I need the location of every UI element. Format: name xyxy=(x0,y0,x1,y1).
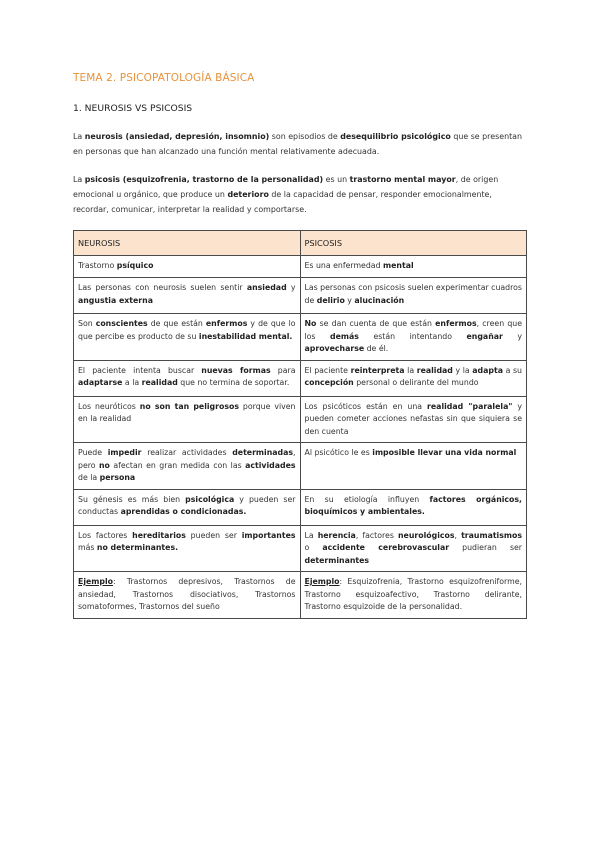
cell-neurosis: Los neuróticos no son tan peligrosos porque viven en la realidad xyxy=(74,396,301,443)
bold-text: traumatismos xyxy=(461,530,522,540)
bold-text: Ejemplo xyxy=(78,577,114,586)
cell-psicosis: Al psicótico le es imposible llevar una vida normal xyxy=(300,443,527,490)
bold-text: psíquico xyxy=(116,261,154,270)
bold-text: engañar xyxy=(466,331,503,341)
bold-text: mental xyxy=(383,261,414,270)
bold-text: adaptarse xyxy=(78,378,123,387)
table-header-row xyxy=(74,231,527,256)
bold-text: neurosis (ansiedad, depresión, insomnio) xyxy=(84,132,270,141)
bold-text: reinterpreta xyxy=(350,365,405,375)
bold-text: trastorno mental mayor xyxy=(349,175,456,184)
bold-text: demás xyxy=(330,331,359,341)
bold-text: determinadas xyxy=(232,448,294,457)
bold-text: actividades xyxy=(245,460,296,470)
cell-psicosis: En su etiología influyen factores orgánicos, bioquímicos y ambientales. xyxy=(300,489,527,525)
bold-text: Ejemplo xyxy=(304,577,340,586)
table-row xyxy=(74,489,527,525)
bold-text: neurológicos xyxy=(398,530,455,540)
cell-neurosis: Su génesis es más bien psicológica y pueden ser conductas aprendidas o condicionadas. xyxy=(74,489,301,525)
cell-neurosis: Los factores hereditarios pueden ser importantes más no determinantes. xyxy=(74,525,301,572)
paragraph-psicosis: La psicosis (esquizofrenia, trastorno de la personalidad) es un trastorno mental mayor, de origen emocional u orgánico, que produce un deterioro de la capacidad de pensar, responder emocionalmente, recordar, comunicar, interpretar la realidad y comportarse. xyxy=(73,175,499,214)
bold-text: No xyxy=(304,319,317,328)
bold-text: herencia xyxy=(317,530,356,540)
cell-neurosis: Trastorno psíquico xyxy=(74,256,301,278)
bold-text: hereditarios xyxy=(132,530,186,540)
table-row xyxy=(74,572,527,619)
bold-text: aprendidas o condicionadas. xyxy=(120,507,247,516)
table-row xyxy=(74,314,527,361)
bold-text: aprovecharse xyxy=(304,344,365,353)
bold-text: enfermos xyxy=(435,319,477,328)
bold-text: angustia externa xyxy=(78,295,153,305)
bold-text: nuevas formas xyxy=(201,365,271,375)
cell-psicosis: Es una enfermedad mental xyxy=(300,256,527,278)
bold-text: imposible llevar una vida normal xyxy=(372,448,517,457)
cell-psicosis: El paciente reinterpreta la realidad y la adapta a su concepción personal o delirante del mundo xyxy=(300,360,527,396)
cell-psicosis: Ejemplo: Esquizofrenia, Trastorno esquizofreniforme, Trastorno esquizoafectivo, Trastorno delirante, Trastorno esquizoide de la personalidad. xyxy=(300,572,527,619)
bold-text: determinantes xyxy=(304,555,370,565)
paragraph-neurosis: La neurosis (ansiedad, depresión, insomnio) son episodios de desequilibrio psicológico que se presentan en personas que han alcanzado una función mental relativamente adecuada. xyxy=(73,132,522,156)
bold-text: ansiedad xyxy=(246,283,287,292)
bold-text: psicosis (esquizofrenia, trastorno de la personalidad) xyxy=(84,175,324,184)
bold-text: no xyxy=(98,460,110,470)
bold-text: desequilibrio psicológico xyxy=(340,132,451,141)
bold-text: impedir xyxy=(107,448,142,457)
cell-psicosis: Los psicóticos están en una realidad "paralela" y pueden cometer acciones nefastas sin que siquiera se den cuenta xyxy=(300,396,527,443)
bold-text: concepción xyxy=(304,378,354,387)
bold-text: no determinantes. xyxy=(96,543,179,552)
table-body xyxy=(74,256,527,619)
table-row xyxy=(74,525,527,572)
bold-text: accidente cerebrovascular xyxy=(322,543,450,552)
bold-text: deterioro xyxy=(227,190,269,199)
table-row xyxy=(74,360,527,396)
bold-text: psicológica xyxy=(185,494,235,504)
bold-text: conscientes xyxy=(95,319,148,328)
document-title: TEMA 2. PSICOPATOLOGÍA BÁSICA xyxy=(73,72,255,84)
bold-text: alucinación xyxy=(354,295,405,305)
table-row xyxy=(74,278,527,314)
header-neurosis: NEUROSIS xyxy=(74,231,301,256)
table-row xyxy=(74,396,527,443)
bold-text: realidad xyxy=(141,378,178,387)
bold-text: delirio xyxy=(316,295,345,305)
cell-psicosis: La herencia, factores neurológicos, traumatismos o accidente cerebrovascular pudieran ser determinantes xyxy=(300,525,527,572)
cell-neurosis: Las personas con neurosis suelen sentir ansiedad y angustia externa xyxy=(74,278,301,314)
cell-psicosis: Las personas con psicosis suelen experimentar cuadros de delirio y alucinación xyxy=(300,278,527,314)
cell-psicosis: No se dan cuenta de que están enfermos, creen que los demás están intentando engañar y aprovecharse de él. xyxy=(300,314,527,361)
bold-text: realidad "paralela" xyxy=(427,401,513,411)
bold-text: importantes xyxy=(241,530,296,540)
bold-text: factores orgánicos, bioquímicos y ambientales. xyxy=(304,494,522,516)
table-row xyxy=(74,256,527,278)
cell-neurosis: El paciente intenta buscar nuevas formas para adaptarse a la realidad que no termina de soportar. xyxy=(74,360,301,396)
bold-text: enfermos xyxy=(205,319,248,328)
section-heading: 1. NEUROSIS VS PSICOSIS xyxy=(73,103,193,114)
comparison-table xyxy=(73,230,527,619)
bold-text: realidad xyxy=(416,365,453,375)
cell-neurosis: Puede impedir realizar actividades determinadas, pero no afectan en gran medida con las actividades de la persona xyxy=(74,443,301,490)
cell-neurosis: Son conscientes de que están enfermos y de que lo que percibe es producto de su inestabilidad mental. xyxy=(74,314,301,361)
bold-text: adapta xyxy=(472,365,503,375)
bold-text: persona xyxy=(99,473,136,482)
bold-text: inestabilidad mental. xyxy=(198,331,293,341)
header-psicosis: PSICOSIS xyxy=(300,231,527,256)
bold-text: no son tan peligrosos xyxy=(139,401,239,411)
table-row xyxy=(74,443,527,490)
cell-neurosis: Ejemplo: Trastornos depresivos, Trastornos de ansiedad, Trastornos disociativos, Trastornos somatoformes, Trastornos del sueño xyxy=(74,572,301,619)
